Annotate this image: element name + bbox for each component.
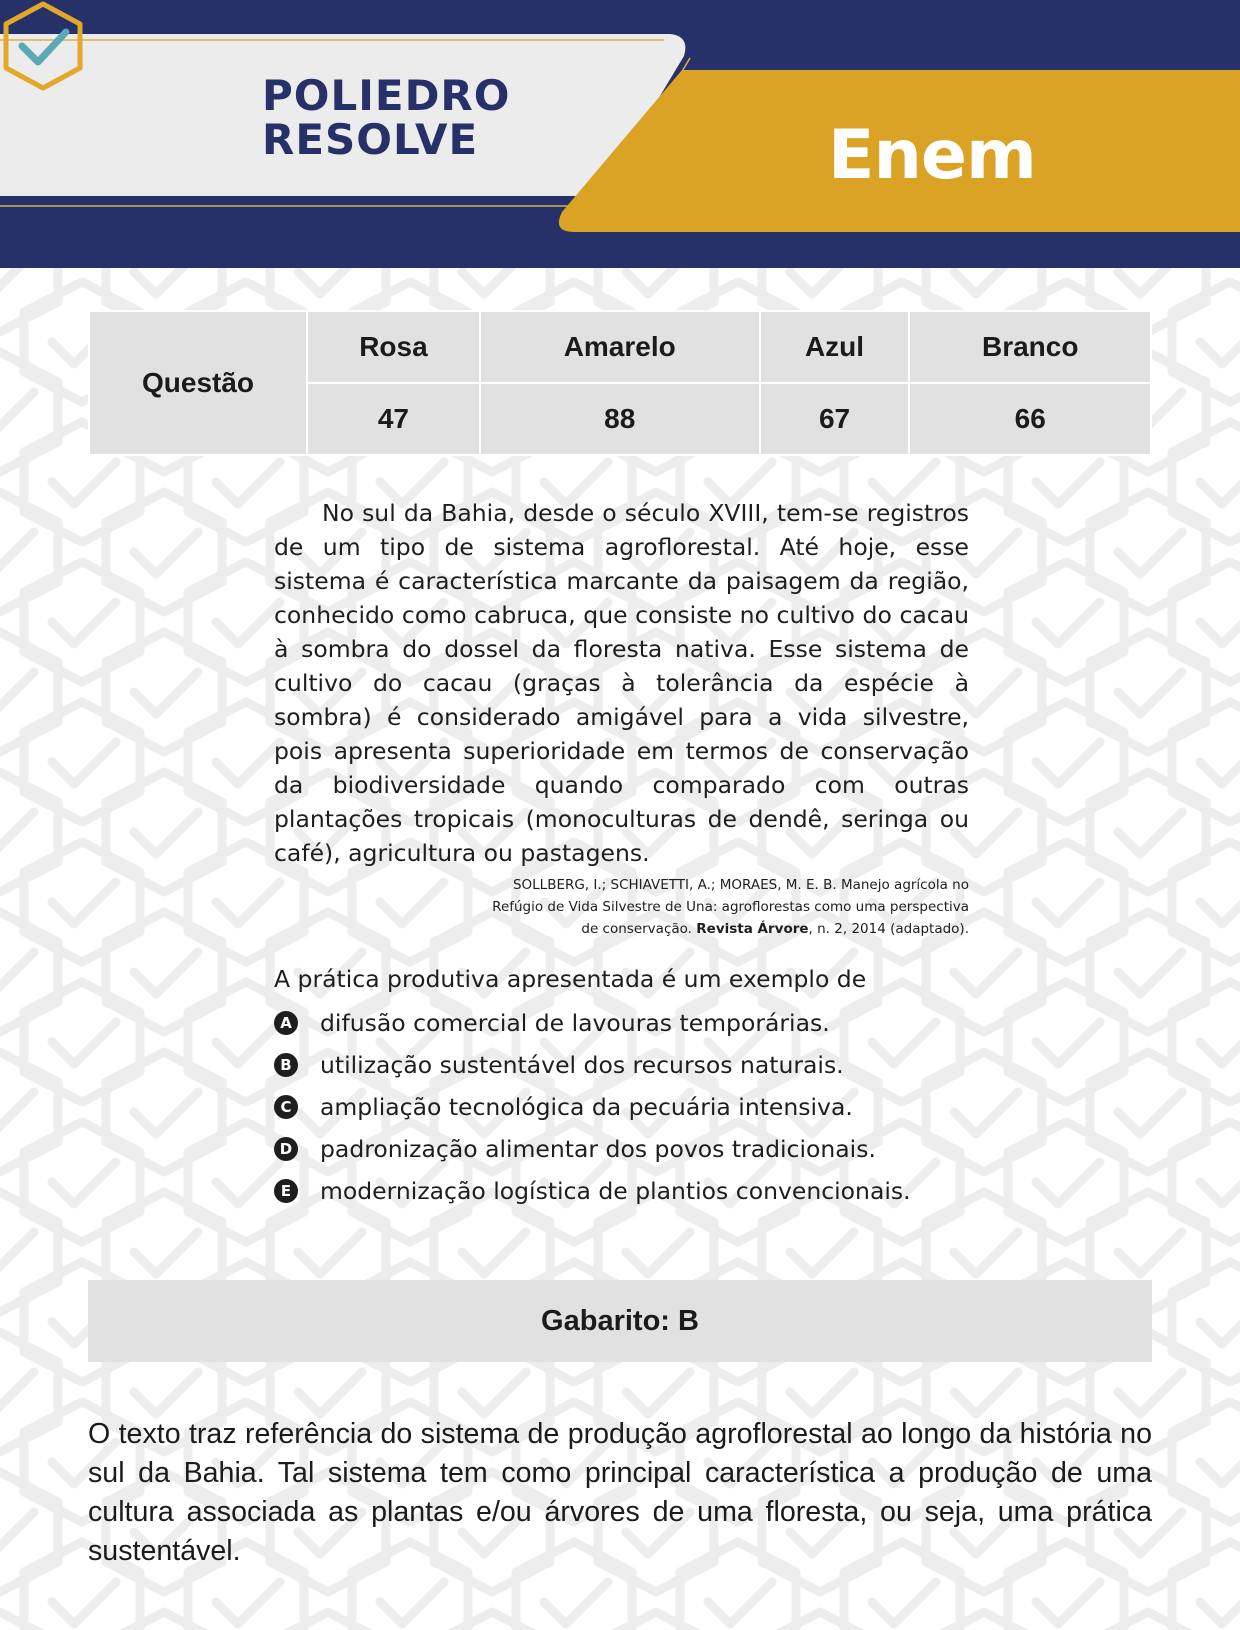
exam-title: Enem [828, 116, 1036, 195]
option-text-d: padronização alimentar dos povos tradicionais. [320, 1135, 876, 1163]
column-header-azul: Azul [760, 311, 910, 383]
column-header-branco: Branco [909, 311, 1151, 383]
brand-name [262, 71, 511, 164]
option-text-c: ampliação tecnológica da pecuária intensiva. [320, 1093, 853, 1121]
question-text: No sul da Bahia, desde o século XVIII, tem-se registros de um tipo de sistema agroflorestal. Até hoje, esse sistema é característica marcante da paisagem da região, conhecido como cabruca, que consiste no cultivo do cacau à sombra do dossel da floresta nativa. Esse sistema de cultivo do cacau (graças à tolerância da espécie à sombra) é considerado amigável para a vida silvestre, pois apresenta superioridade em termos de conservação da biodiversidade quando comparado com outras plantações tropicais (monoculturas de dendê, seringa ou café), agricultura ou pastagens. [274, 499, 969, 867]
option-letter-c: C [274, 1095, 298, 1119]
source-line-2: Refúgio de Vida Silvestre de Una: agroflorestas como uma perspectiva [492, 899, 969, 915]
hexagon-checkmark-icon [0, 0, 86, 92]
explanation-text: O texto traz referência do sistema de produção agroflorestal ao longo da história no sul da Bahia. Tal sistema tem como principal característica a produção de uma cultura associada as plantas e/ou árvores de uma floresta, ou seja, uma prática sustentável. [88, 1418, 1152, 1567]
header-background [0, 0, 1240, 268]
option-letter-d: D [274, 1137, 298, 1161]
question-number-branco: 66 [909, 383, 1151, 455]
question-number-amarelo: 88 [480, 383, 760, 455]
source-line-3 [274, 918, 969, 940]
question-number-azul: 67 [760, 383, 910, 455]
question-number-rosa: 47 [307, 383, 480, 455]
option-letter-e: E [274, 1179, 298, 1203]
option-b [274, 1044, 969, 1086]
option-letter-a: A [274, 1011, 298, 1035]
source-line-3-post: , n. 2, 2014 (adaptado). [808, 921, 969, 937]
question-block [274, 496, 969, 1212]
option-text-b: utilização sustentável dos recursos naturais. [320, 1051, 844, 1079]
option-text-a: difusão comercial de lavouras temporárias. [320, 1009, 830, 1037]
brand-line-1: POLIEDRO [262, 71, 511, 120]
question-label: Questão [89, 311, 307, 455]
source-journal: Revista Árvore [696, 921, 809, 937]
answer-key-bar [88, 1280, 1152, 1362]
answer-key-text: Gabarito: B [541, 1304, 699, 1337]
option-c [274, 1086, 969, 1128]
column-header-rosa: Rosa [307, 311, 480, 383]
option-d [274, 1128, 969, 1170]
option-letter-b: B [274, 1053, 298, 1077]
option-text-e: modernização logística de plantios convencionais. [320, 1177, 911, 1205]
answer-options [274, 1002, 969, 1212]
source-line-1: SOLLBERG, I.; SCHIAVETTI, A.; MORAES, M. E. B. Manejo agrícola no [512, 877, 969, 893]
brand-line-2: RESOLVE [262, 115, 479, 164]
header-banner [0, 0, 1240, 268]
source-line-3-pre: de conservação. [581, 921, 692, 937]
column-header-amarelo: Amarelo [480, 311, 760, 383]
question-prompt: A prática produtiva apresentada é um exemplo de [274, 965, 867, 993]
question-source [274, 874, 969, 940]
option-e [274, 1170, 969, 1212]
question-number-table [88, 310, 1152, 456]
option-a [274, 1002, 969, 1044]
